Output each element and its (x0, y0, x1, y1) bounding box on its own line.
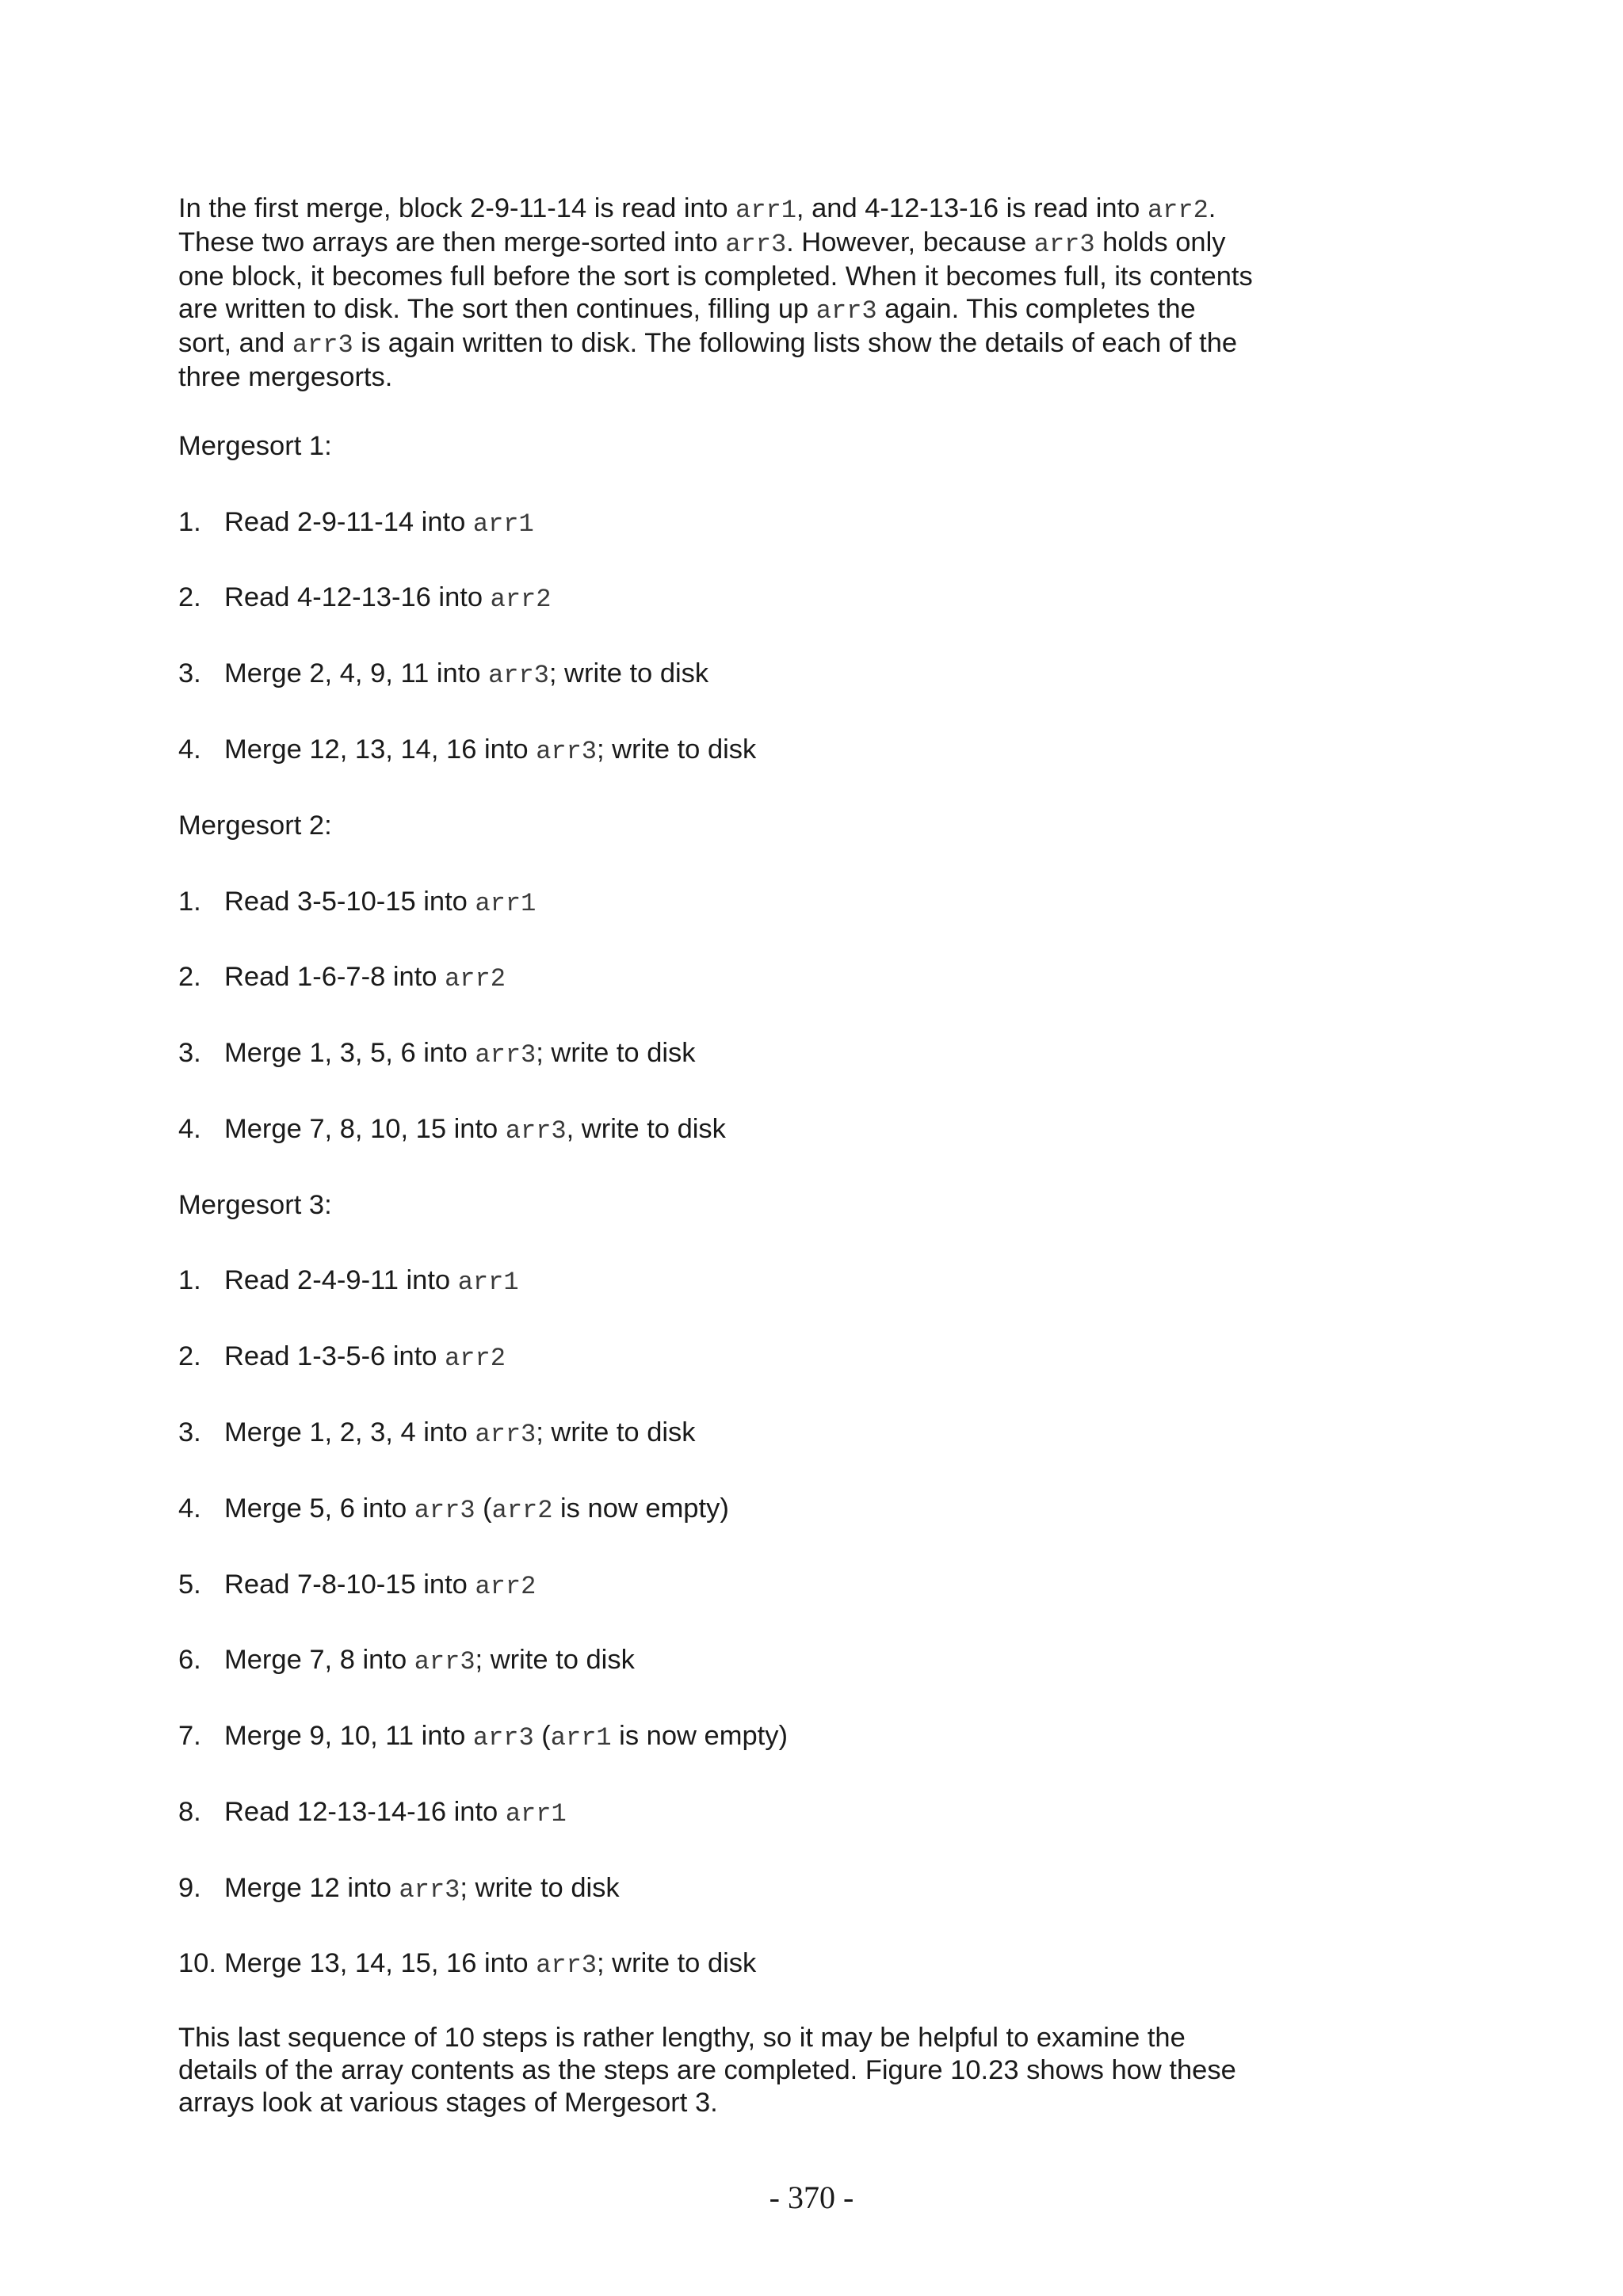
step-number: 9. (178, 1873, 201, 1903)
step-text: Merge 1, 2, 3, 4 into arr3; write to disk (224, 1417, 696, 1449)
list-item (178, 1037, 696, 1071)
code-identifier: arr1 (472, 509, 534, 539)
code-identifier: arr1 (475, 889, 537, 918)
outro-line: arrays look at various stages of Mergesort 3. (178, 2088, 718, 2118)
code-identifier: arr3 (536, 737, 597, 766)
step-text: Read 1-3-5-6 into arr2 (224, 1341, 506, 1373)
step-text: Read 3-5-10-15 into arr1 (224, 887, 537, 918)
step-text: Read 1-6-7-8 into arr2 (224, 962, 506, 994)
code-identifier: arr3 (472, 1723, 534, 1753)
list-item (178, 961, 506, 995)
list-item (178, 886, 536, 920)
list-item (178, 1720, 788, 1754)
step-text: Merge 9, 10, 11 into arr3 (arr1 is now empty) (224, 1721, 788, 1753)
intro-line: one block, it becomes full before the sort is completed. When it becomes full, its contents (178, 261, 1253, 292)
list-item (178, 1644, 635, 1678)
list-item (178, 658, 708, 692)
code-identifier: arr3 (475, 1040, 537, 1070)
step-number: 1. (178, 887, 201, 917)
step-number: 1. (178, 507, 201, 537)
step-number: 4. (178, 734, 201, 765)
step-number: 2. (178, 1341, 201, 1371)
intro-line: These two arrays are then merge-sorted into arr3. However, because arr3 holds only (178, 227, 1226, 259)
code-identifier: arr3 (399, 1875, 460, 1905)
code-identifier: arr2 (445, 964, 506, 994)
code-identifier: arr3 (475, 1420, 537, 1449)
intro-paragraph (178, 193, 1296, 394)
step-text: Merge 13, 14, 15, 16 into arr3; write to disk (224, 1948, 757, 1980)
code-identifier: arr3 (725, 230, 787, 259)
step-number: 4. (178, 1114, 201, 1144)
list-item (178, 1947, 756, 1981)
code-identifier: arr3 (536, 1951, 597, 1980)
step-text: Read 7-8-10-15 into arr2 (224, 1569, 537, 1601)
step-number: 3. (178, 1417, 201, 1447)
step-number: 3. (178, 1038, 201, 1068)
code-identifier: arr3 (815, 296, 877, 326)
code-identifier: arr2 (475, 1572, 537, 1601)
step-number: 1. (178, 1265, 201, 1295)
code-identifier: arr1 (735, 196, 796, 225)
list-item (178, 1264, 519, 1299)
intro-line: are written to disk. The sort then continues, filling up arr3 again. This completes the (178, 294, 1196, 326)
page-number: - 370 - (769, 2180, 854, 2215)
list-item (178, 1417, 696, 1451)
list-item (178, 582, 551, 616)
step-number: 2. (178, 582, 201, 612)
step-text: Merge 1, 3, 5, 6 into arr3; write to disk (224, 1038, 696, 1070)
intro-line: sort, and arr3 is again written to disk. The following lists show the details of each of the (178, 328, 1238, 360)
code-identifier: arr1 (550, 1723, 612, 1753)
intro-line: In the first merge, block 2-9-11-14 is read into arr1, and 4-12-13-16 is read into arr2. (178, 193, 1216, 225)
step-number: 6. (178, 1645, 201, 1675)
list-item (178, 734, 756, 768)
step-number: 3. (178, 658, 201, 688)
code-identifier: arr3 (488, 661, 549, 690)
step-text: Merge 12 into arr3; write to disk (224, 1873, 620, 1905)
list-item (178, 1341, 506, 1375)
list-item (178, 1113, 726, 1147)
code-identifier: arr3 (505, 1116, 567, 1146)
list-item (178, 1796, 567, 1830)
list-item (178, 1872, 620, 1906)
code-identifier: arr3 (414, 1496, 475, 1525)
step-number: 2. (178, 962, 201, 992)
step-text: Read 2-9-11-14 into arr1 (224, 507, 534, 539)
code-identifier: arr1 (505, 1799, 567, 1829)
outro-line: details of the array contents as the steps are completed. Figure 10.23 shows how these (178, 2055, 1236, 2085)
mergesort-3-heading: Mergesort 3: (178, 1190, 332, 1220)
code-identifier: arr2 (1147, 196, 1209, 225)
step-text: Merge 7, 8, 10, 15 into arr3, write to disk (224, 1114, 726, 1146)
step-text: Read 2-4-9-11 into arr1 (224, 1265, 519, 1297)
step-text: Merge 12, 13, 14, 16 into arr3; write to disk (224, 734, 757, 766)
code-identifier: arr2 (490, 585, 552, 614)
outro-line: This last sequence of 10 steps is rather lengthy, so it may be helpful to examine the (178, 2023, 1186, 2053)
code-identifier: arr3 (414, 1647, 475, 1676)
intro-line: three mergesorts. (178, 362, 393, 392)
step-number: 8. (178, 1797, 201, 1827)
step-number: 7. (178, 1721, 201, 1751)
step-number: 10. (178, 1948, 216, 1978)
code-identifier: arr3 (292, 330, 353, 360)
code-identifier: arr2 (445, 1344, 506, 1373)
code-identifier: arr2 (491, 1496, 553, 1525)
step-text: Read 4-12-13-16 into arr2 (224, 582, 552, 614)
list-item (178, 1569, 536, 1603)
outro-paragraph (178, 2022, 1296, 2119)
step-number: 4. (178, 1493, 201, 1524)
step-text: Read 12-13-14-16 into arr1 (224, 1797, 567, 1829)
mergesort-1-heading: Mergesort 1: (178, 431, 332, 461)
code-identifier: arr1 (457, 1268, 519, 1297)
list-item (178, 506, 534, 540)
mergesort-2-heading: Mergesort 2: (178, 810, 332, 841)
code-identifier: arr3 (1033, 230, 1095, 259)
step-text: Merge 5, 6 into arr3 (arr2 is now empty) (224, 1493, 729, 1525)
step-text: Merge 7, 8 into arr3; write to disk (224, 1645, 635, 1676)
step-text: Merge 2, 4, 9, 11 into arr3; write to disk (224, 658, 709, 690)
list-item (178, 1493, 729, 1527)
step-number: 5. (178, 1569, 201, 1600)
